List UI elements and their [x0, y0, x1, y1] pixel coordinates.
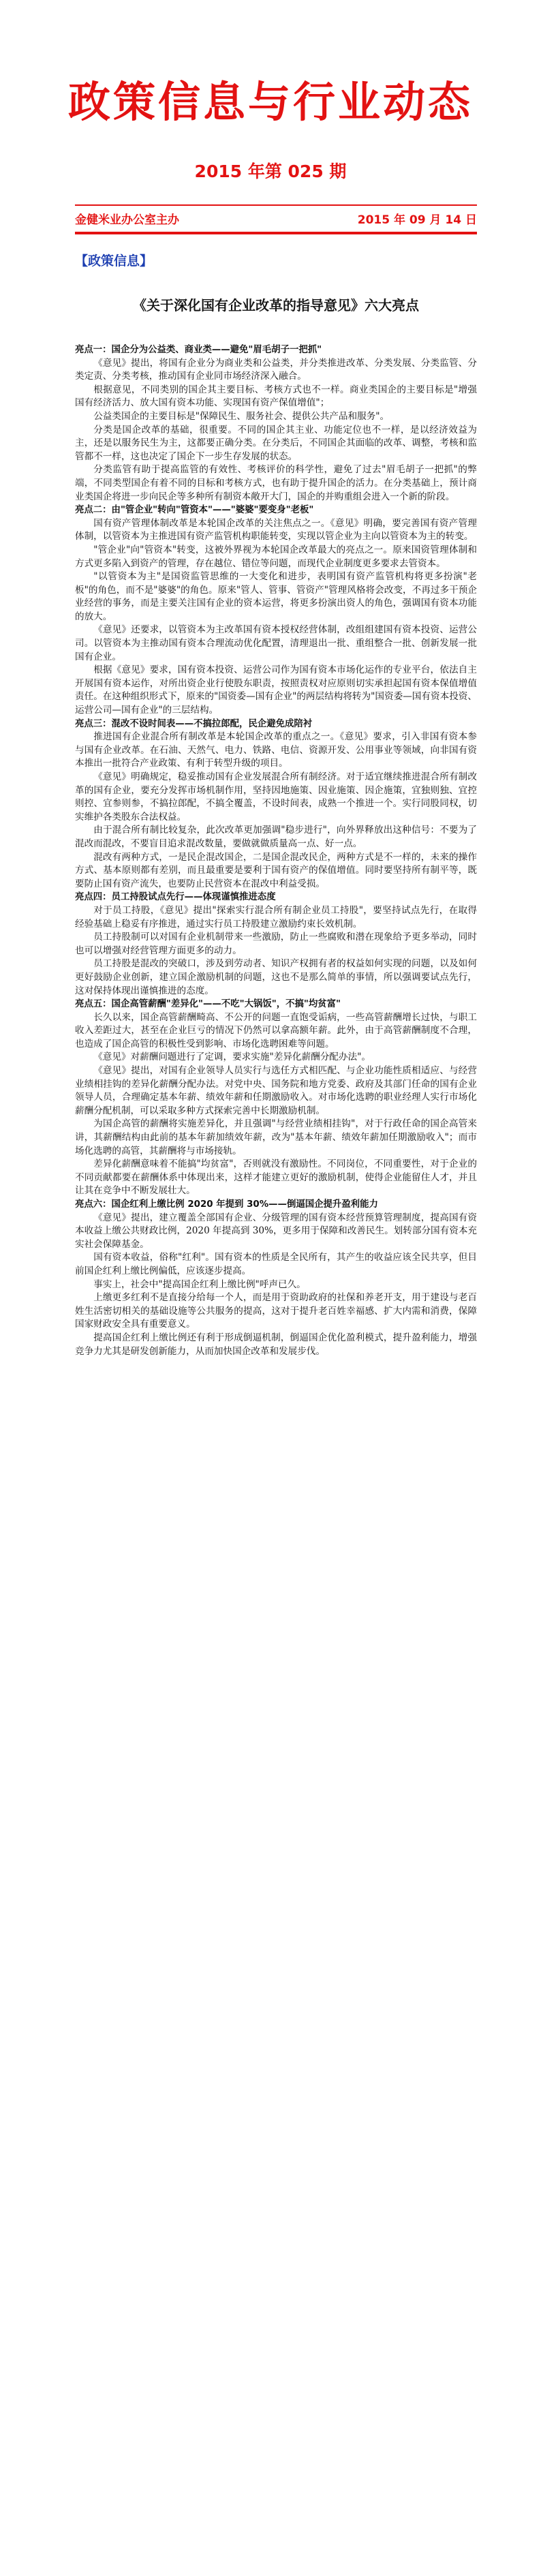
body-paragraph: 分类是国企改革的基础，很重要。不同的国企其主业、功能定位也不一样，是以经济效益为主，还是以服务民生为主，这都要正确分类。在分类后，不同国企其面临的改革、调整，考核和监管都不一样，这也决定了国企下一步生存发展的状态。 [75, 424, 477, 462]
body-paragraph: 长久以来，国企高管薪酬畸高、不公开的问题一直饱受诟病，一些高管薪酬增长过快，与职工收入差距过大，甚至在企业巨亏的情况下仍然可以拿高额年薪。此外，由于高管薪酬制度不合理，也造成了国企高管的积极性受到影响、市场化选聘困难等问题。 [75, 1011, 477, 1049]
body-paragraph: 根据意见，不同类别的国企其主要目标、考核方式也不一样。商业类国企的主要目标是"增强国有经济活力、放大国有资本功能、实现国有资产保值增值"； [75, 384, 477, 409]
sponsor-label: 金健米业办公室主办 [75, 213, 179, 227]
highlight-heading: 亮点六：国企红利上缴比例 2020 年提到 30%——倒逼国企提升盈利能力 [75, 1199, 378, 1210]
newsletter-title: 政策信息与行业动态 [67, 77, 473, 127]
body-paragraph: 《意见》提出，对国有企业领导人员实行与选任方式相匹配、与企业功能性质相适应、与经营业绩相挂钩的差异化薪酬分配办法。对党中央、国务院和地方党委、政府及其部门任命的国有企业领导人员，合理确定基本年薪、绩效年薪和任期激励收入。对市场化选聘的职业经理人实行市场化薪酬分配机制，可以采取多种方式探索完善中长期激励机制。 [75, 1065, 477, 1116]
header-rule-bottom [75, 232, 477, 234]
body-paragraph: 提高国企红利上缴比例还有利于形成倒逼机制，倒逼国企优化盈利模式，提升盈利能力，增强竞争力尤其是研发创新能力，从而加快国企改革和发展步伐。 [75, 1332, 477, 1357]
body-paragraph: 上缴更多红利不是直接分给每一个人，而是用于资助政府的社保和养老开支，用于建设与老百姓生活密切相关的基础设施等公共服务的提高，这对于提升老百姓幸福感、扩大内需和消费，保障国家财政安全具有重要意义。 [75, 1292, 477, 1330]
publish-date: 2015 年 09 月 14 日 [357, 213, 477, 227]
body-paragraph: 根据《意见》要求，国有资本投资、运营公司作为国有资本市场化运作的专业平台，依法自主开展国有资本运作，对所出资企业行使股东职责，按照责权对应原则切实承担起国有资本保值增值责任。在这种组织形式下，原来的"国资委—国有企业"的两层结构将转为"国资委—国有资本投资、运营公司—国有企业"的三层结构。 [75, 664, 477, 716]
body-paragraph: 《意见》提出，建立覆盖全部国有企业、分级管理的国有资本经营预算管理制度，提高国有资本收益上缴公共财政比例，2020 年提高到 30%，更多用于保障和改善民生。划转部分国有资本充实社会保障基金。 [75, 1212, 478, 1250]
highlight-heading: 亮点二：由"管企业"转向"管资本"——"婆婆"要变身"老板" [75, 505, 314, 516]
body-paragraph: 《意见》提出，将国有企业分为商业类和公益类，并分类推进改革、分类发展、分类监管、分类定责、分类考核，推动国有企业同市场经济深入融合。 [75, 357, 477, 382]
highlight-heading: 亮点三：混改不设时间表——不搞拉郎配，民企避免成陪衬 [75, 718, 313, 729]
body-paragraph: 国有资产管理体制改革是本轮国企改革的关注焦点之一。《意见》明确，要完善国有资产管理体制，以管资本为主推进国有资产监管机构职能转变，实现以管企业为主向以管资本为主的转变。 [75, 517, 477, 542]
body-paragraph: 公益类国企的主要目标是"保障民生、服务社会、提供公共产品和服务"。 [93, 410, 390, 422]
body-paragraph: 为国企高管的薪酬将实施差异化，并且强调"与经营业绩相挂钩"，对于行政任命的国企高管来讲，其薪酬结构由此前的基本年薪加绩效年薪，改为"基本年薪、绩效年薪加任期激励收入"；而市场化选聘的高管，其薪酬将与市场接轨。 [75, 1118, 477, 1156]
body-paragraph: 分类监管有助于提高监管的有效性、考核评价的科学性，避免了过去"眉毛胡子一把抓"的弊端，不同类型国企有着不同的目标和考核方式，也有助于提升国企的活力。在分类基础上，预计商业类国企将进一步向民企等多种所有制资本敞开大门，国企的并购重组会进入一个新的阶段。 [75, 464, 477, 502]
body-paragraph: 《意见》对薪酬问题进行了定调，要求实施"差异化薪酬分配办法"。 [93, 1052, 371, 1063]
section-tag: 【政策信息】 [75, 254, 153, 269]
body-paragraph: 《意见》明确规定，稳妥推动国有企业发展混合所有制经济。对于适宜继续推进混合所有制改革的国有企业，要充分发挥市场机制作用，坚持因地施策、因业施策、因企施策，宜独则独、宜控则控、宜参则参，不搞拉郎配，不搞全覆盖，不设时间表，成熟一个推进一个。实行同股同权，切实维护各类股东合法权益。 [75, 771, 477, 823]
body-paragraph: 推进国有企业混合所有制改革是本轮国企改革的重点之一。《意见》要求，引入非国有资本参与国有企业改革。在石油、天然气、电力、铁路、电信、资源开发、公用事业等领域，向非国有资本推出一批符合产业政策、有利于转型升级的项目。 [75, 731, 477, 769]
article-title: 《关于深化国有企业改革的指导意见》六大亮点 [133, 297, 419, 313]
issue-number: 2015 年第 025 期 [194, 162, 347, 181]
body-paragraph: 由于混合所有制比较复杂，此次改革更加强调"稳步进行"，向外界释放出这种信号：不要为了混改而混改，不要盲目追求混改数量，要做就做质量高一点、好一点。 [75, 825, 477, 849]
body-paragraph: 事实上，社会中"提高国企红利上缴比例"呼声已久。 [93, 1278, 306, 1290]
body-paragraph: 国有资本收益，俗称"红利"。国有资本的性质是全民所有，其产生的收益应该全民共享，但目前国企红利上缴比例偏低，应该逐步提高。 [75, 1252, 477, 1276]
article-body [75, 343, 477, 1358]
highlight-heading: 亮点一：国企分为公益类、商业类——避免"眉毛胡子一把抓" [75, 345, 322, 355]
body-paragraph: 混改有两种方式，一是民企混改国企，二是国企混改民企，两种方式是不一样的，未来的操作方式、基本原则都有差别，而且最重要是要利于国有资产的保值增值。同时要坚持所有制平等，既要防止国有资产流失，也要防止民营资本在混改中利益受损。 [75, 851, 477, 889]
body-paragraph: 员工持股制可以对国有企业机制带来一些激励，防止一些腐败和潜在现象给予更多举动，同时也可以增强对经营管理方面更多的动力。 [75, 932, 477, 956]
body-paragraph: 《意见》还要求，以管资本为主改革国有资本授权经营体制，改组组建国有资本投资、运营公司。以管资本为主推动国有资本合理流动优化配置，清理退出一批、重组整合一批、创新发展一批国有企业。 [75, 624, 477, 662]
header-rule-top [75, 204, 477, 206]
body-paragraph: 差异化薪酬意味着不能搞"均贫富"，否则就没有激励性。不同岗位，不同重要性，对于企业的不同贡献都要在薪酬体系中体现出来，这样才能建立更好的激励机制，使得企业能留住人才，并且让其在竞争中不断发展壮大。 [75, 1159, 477, 1197]
body-paragraph: 员工持股是混改的突破口，涉及到劳动者、知识产权拥有者的权益如何实现的问题，以及如何更好鼓励企业创新，建立国企激励机制的问题，这也不是那么简单的事情，所以强调要试点先行，这对保持体现出谨慎推进的态度。 [75, 958, 477, 996]
highlight-heading: 亮点五：国企高管薪酬"差异化"——不吃"大锅饭"，不搞"均贫富" [75, 999, 341, 1010]
highlight-heading: 亮点四：员工持股试点先行——体现谨慎推进态度 [75, 892, 276, 903]
body-paragraph: "管企业"向"管资本"转变，这被外界视为本轮国企改革最大的亮点之一。原来国资管理体制和方式更多陷入到资产的管理，存在越位、错位等问题，而现代企业制度更多要求去管资本。 [75, 544, 477, 569]
body-paragraph: 对于员工持股，《意见》提出"探索实行混合所有制企业员工持股"，要坚持试点先行，在取得经验基础上稳妥有序推进，通过实行员工持股建立激励约束长效机制。 [75, 904, 477, 930]
body-paragraph: "以管资本为主"是国资监管思维的一大变化和进步，表明国有资产监管机构将更多扮演"老板"的角色，而不是"婆婆"的角色。原来"管人、管事、管资产"管理风格将会改变，不再过多干预企业经营的事务，而是主要关注国有企业的资本运营，将更多扮演出资人的角色，强调国有资本功能的放大。 [75, 571, 477, 622]
